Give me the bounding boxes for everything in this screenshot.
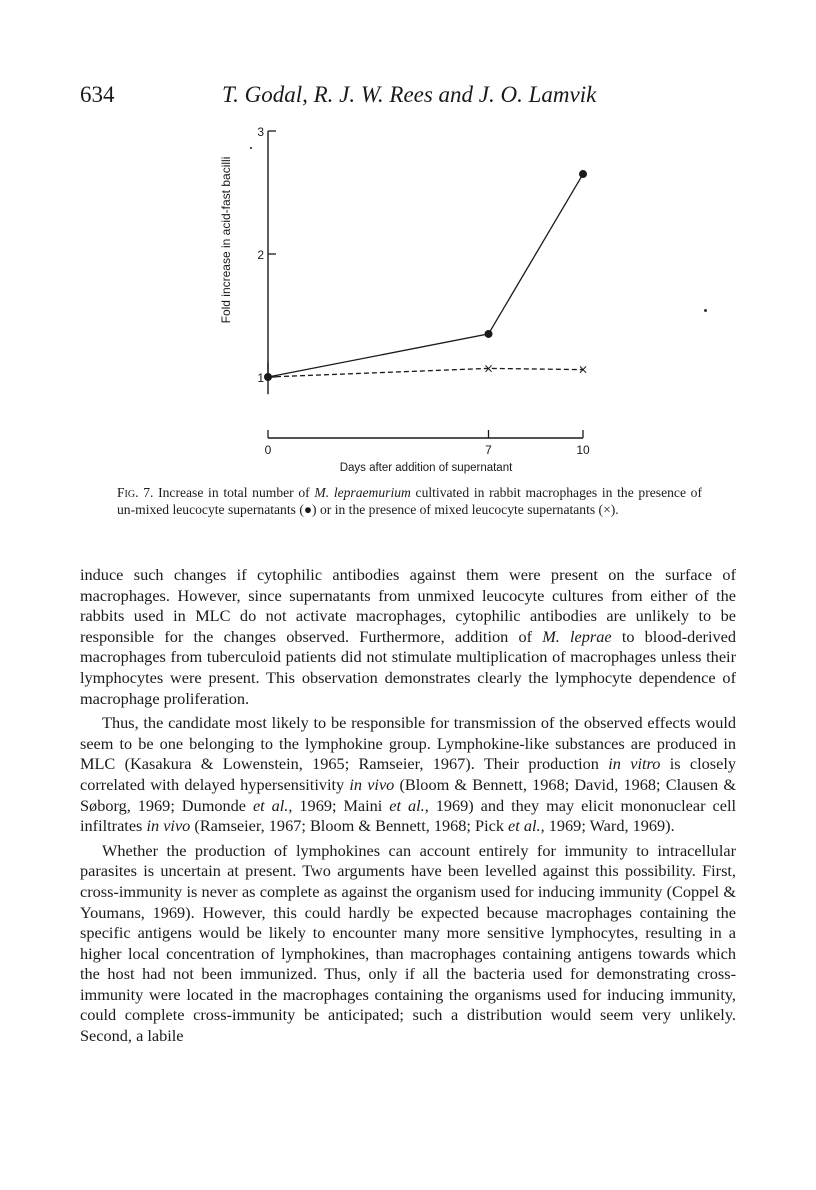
running-title: T. Godal, R. J. W. Rees and J. O. Lamvik xyxy=(222,82,597,107)
paragraph-2-italic-4: et al. xyxy=(389,795,425,815)
axis-speck xyxy=(250,147,252,149)
paragraph-2 xyxy=(80,713,736,837)
figure-label: Fig. 7. xyxy=(117,485,154,500)
series-1-point-1: × xyxy=(483,361,494,376)
series-0-point-1 xyxy=(485,330,493,338)
y-tick-label-0: 1 xyxy=(257,371,264,385)
x-axis-label: Days after addition of supernatant xyxy=(339,462,513,474)
paragraph-2-italic-2: in vivo xyxy=(349,774,395,794)
series-0-line xyxy=(268,174,583,377)
paragraph-2-italic-3: et al. xyxy=(252,795,289,815)
paragraph-2-text-c: (Bloom & Bennett, 1968; David, 1968; Clausen & Søborg, 1969; Dumonde xyxy=(80,774,737,815)
paragraph-2-text-d: , 1969; Maini xyxy=(288,795,390,815)
x-tick-label-0: 0 xyxy=(264,443,272,457)
paragraph-2-italic-1: in vitro xyxy=(608,754,661,774)
y-axis-label: Fold increase in acid-fast bacilli xyxy=(219,156,233,324)
y-tick-label-1: 2 xyxy=(257,248,264,262)
body-text xyxy=(80,565,736,1047)
y-tick-label-2: 3 xyxy=(257,125,264,139)
caption-text-1: Increase in total number of xyxy=(153,485,315,500)
paragraph-2-text-f: (Ramseier, 1967; Bloom & Bennett, 1968; Pick xyxy=(190,816,509,836)
caption-organism: M. lepraemurium xyxy=(314,485,411,500)
paragraph-2-text-e: , 1969) and they may elicit mononuclear cell infiltrates xyxy=(80,795,736,836)
caption-text-2: cultivated in rabbit macrophages in the presence of un-mixed leucocyte supernatants (●) or in the presence of mixed leucocyte supernatants (×). xyxy=(117,485,702,517)
figure-7-chart xyxy=(0,0,816,480)
paragraph-1-text-a: induce such changes if cytophilic antibodies against them were present on the surface of macrophages. However, since supernatants from unmixed leucocyte cultures from either of the rabbits used in MLC do not activate macrophages, cytophilic antibodies are unlikely to be responsible for the changes observed. Furthermore, addition of xyxy=(80,565,736,646)
paragraph-2-text-b: is closely correlated with delayed hypersensitivity xyxy=(80,754,736,794)
x-tick-label-2: 10 xyxy=(576,443,590,457)
stray-mark xyxy=(704,309,707,312)
paragraph-3: Whether the production of lymphokines can account entirely for immunity to intracellular parasites is uncertain at present. Two arguments have been levelled against this possibility. First, cross-immunity is never as complete as against the organism used for inducing immunity (Coppel & Youmans, 1969). However, this could hardly be expected because macrophages containing the specific antigens would be likely to encounter many more sensitive lymphocytes, resulting in a higher local concentration of lymphokines, than macrophages containing antigens towards which the host had not been immunized. Thus, only if all the bacteria used for demonstrating cross-immunity were located in the macrophages containing the organisms used for inducing immunity, could complete cross-immunity be anticipated; such a distribution would seem very unlikely. Second, a labile xyxy=(80,840,736,1046)
paragraph-2-italic-6: et al. xyxy=(508,816,541,836)
page-number: 634 xyxy=(80,82,115,107)
paragraph-2-text-g: , 1969; Ward, 1969). xyxy=(540,816,675,836)
paragraph-1-text-b: to blood-derived macrophages from tuberculoid patients did not stimulate multiplication of macrophages unless their lymphocytes were present. This observation demonstrates clearly the lymphocyte dependence of macrophage proliferation. xyxy=(80,626,736,708)
series-1-point-2: × xyxy=(577,362,589,377)
paragraph-1-italic: M. leprae xyxy=(542,626,612,646)
paragraph-1 xyxy=(80,565,736,709)
x-tick-label-1: 7 xyxy=(485,443,492,457)
figure-caption xyxy=(117,484,702,518)
series-0-point-2 xyxy=(579,170,587,178)
series-1-line xyxy=(268,368,583,377)
paragraph-2-text-a: Thus, the candidate most likely to be responsible for transmission of the observed effects would seem to be one belonging to the lymphokine group. Lymphokine-like substances are produced in MLC (Kasakura & Lowenstein, 1965; Ramseier, 1967). Their production xyxy=(80,713,736,774)
paragraph-2-italic-5: in vivo xyxy=(146,816,191,836)
